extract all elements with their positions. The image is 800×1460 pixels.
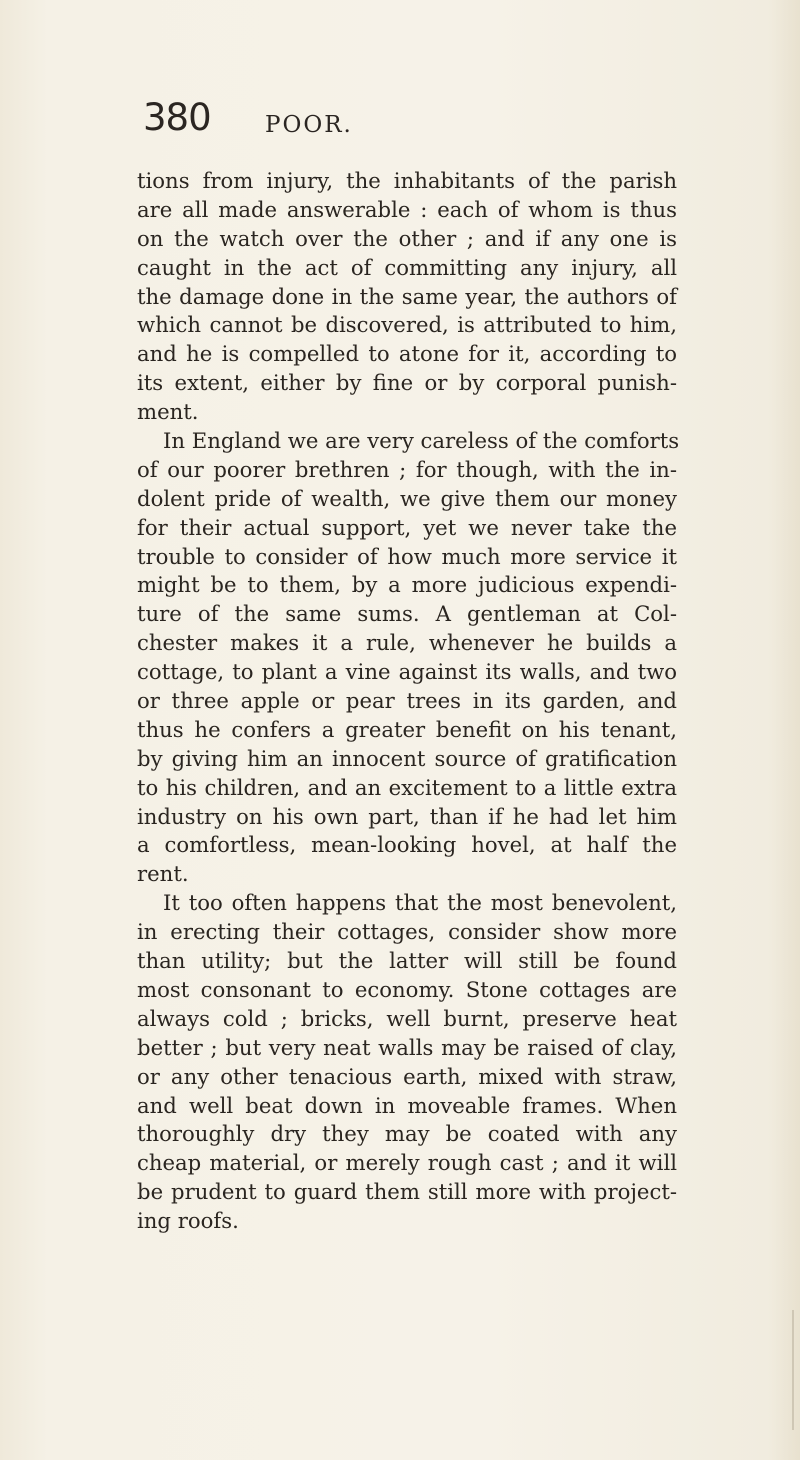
text-line: be prudent to guard them still more with project- — [137, 1179, 677, 1205]
text-line: tions from injury, the inhabitants of the parish — [137, 168, 677, 193]
text-line: to his children, and an excitement to a little extra — [137, 774, 677, 800]
text-line: or any other tenacious earth, mixed with straw, — [137, 1063, 677, 1089]
text-line: rent. — [137, 861, 189, 887]
text-line: chester makes it a rule, whenever he builds a — [137, 630, 677, 656]
text-line: than utility; but the latter will still be found — [137, 948, 677, 974]
text-line: might be to them, by a more judicious expendi- — [137, 572, 677, 598]
text-line: are all made answerable : each of whom is thus — [137, 196, 677, 222]
text-line: its extent, either by fine or by corporal punish- — [137, 370, 677, 396]
text-line: It too often happens that the most benevolent, — [163, 890, 677, 916]
text-line: and he is compelled to atone for it, according to — [137, 341, 677, 367]
text-line: caught in the act of committing any injury, all — [137, 254, 677, 280]
text-line: of our poorer brethren ; for though, with the in- — [137, 456, 677, 482]
page-header — [143, 96, 683, 146]
text-line: industry on his own part, than if he had let him — [137, 803, 677, 829]
body-text — [137, 167, 680, 1236]
page-edge-shadow — [792, 1310, 794, 1430]
text-line: which cannot be discovered, is attributed to him, — [137, 312, 677, 338]
text-line: cottage, to plant a vine against its walls, and two — [137, 659, 677, 685]
text-line: for their actual support, yet we never take the — [137, 514, 677, 540]
text-line: thoroughly dry they may be coated with any — [137, 1121, 677, 1147]
text-line: the damage done in the same year, the authors of — [137, 283, 677, 309]
text-line: ing roofs. — [137, 1208, 239, 1234]
text-line: and well beat down in moveable frames. When — [137, 1092, 677, 1118]
text-line: by giving him an innocent source of gratification — [137, 745, 677, 771]
text-line: In England we are very careless of the comforts — [163, 428, 680, 454]
text-line: cheap material, or merely rough cast ; and it will — [137, 1150, 677, 1176]
text-line: ture of the same sums. A gentleman at Col- — [137, 601, 677, 627]
text-line: thus he confers a greater benefit on his tenant, — [137, 716, 677, 742]
text-line: dolent pride of wealth, we give them our money — [137, 485, 677, 511]
text-line: a comfortless, mean-looking hovel, at half the — [137, 832, 677, 858]
text-line: better ; but very neat walls may be raised of clay, — [137, 1034, 677, 1060]
text-line: always cold ; bricks, well burnt, preserve heat — [137, 1005, 677, 1031]
page-number: 380 — [143, 96, 211, 139]
text-line: trouble to consider of how much more service it — [137, 543, 677, 569]
text-line: ment. — [137, 399, 199, 425]
text-line: in erecting their cottages, consider show more — [137, 919, 677, 945]
running-head: POOR. — [265, 112, 353, 138]
text-line: on the watch over the other ; and if any one is — [137, 225, 677, 251]
text-line: most consonant to economy. Stone cottages are — [137, 976, 677, 1002]
text-line: or three apple or pear trees in its garden, and — [137, 688, 677, 714]
